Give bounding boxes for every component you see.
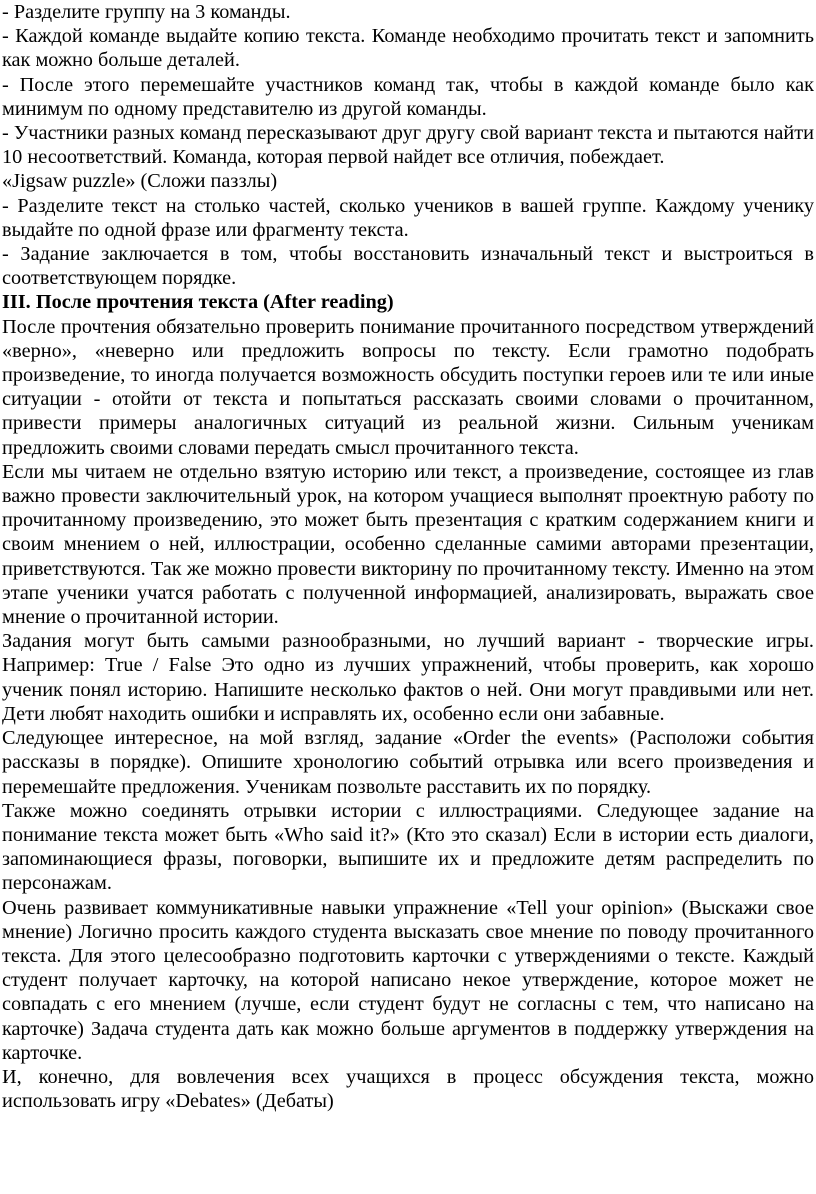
paragraph-who-said-it: Также можно соединять отрывки истории с иллюстрациями. Следующее задание на понимание текста может быть «Who said it?» (Кто это сказал) Если в истории есть диалоги, запоминающиеся фразы, поговорки, выпишите их и предложите детям распределить по персонажам. [2, 799, 814, 895]
paragraph-order-events: Следующее интересное, на мой взгляд, задание «Order the events» (Расположи события рассказы в порядке). Опишите хронологию событий отрывка или всего произведения и перемешайте предложения. Ученикам позвольте расставить их по порядку. [2, 727, 814, 798]
paragraph-retell: - Участники разных команд пересказывают друг другу свой вариант текста и пытаются найти 10 несоответствий. Команда, которая первой найдет все отличия, побеждает. [2, 122, 814, 169]
paragraph-copy-text: - Каждой команде выдайте копию текста. Команде необходимо прочитать текст и запомнить как можно больше деталей. [2, 25, 814, 72]
paragraph-tell-opinion: Очень развивает коммуникативные навыки упражнение «Tell your opinion» (Выскажи свое мнение) Логично просить каждого студента высказать свое мнение по поводу прочитанного текста. Для этого целесообразно подготовить карточки с утверждениями о тексте. Каждый студент получает карточку, на которой написано некое утверждение, которое может не совпадать с его мнением (лучше, если студент будут не согласны с тем, что написано на карточке) Задача студента дать как можно больше аргументов в поддержку утверждения на карточке. [2, 896, 814, 1064]
paragraph-creative-games: Задания могут быть самыми разнообразными, но лучший вариант - творческие игры. Например: True / False Это одно из лучших упражнений, чтобы проверить, как хорошо ученик понял историю. Напишите несколько фактов о ней. Они могут правдивыми или нет. Дети любят находить ошибки и исправлять их, особенно если они забавные. [2, 630, 814, 725]
paragraph-final-lesson: Если мы читаем не отдельно взятую историю или текст, а произведение, состоящее из глав важно провести заключительный урок, на котором учащиеся выполнят проектную работу по прочитанному произведению, это может быть презентация с кратким содержанием книги и своим мнением о ней, иллюстрации, особенно сделанные самими авторами презентации, приветствуются. Так же можно провести викторину по прочитанному тексту. Именно на этом этапе ученики учатся работать с полученной информацией, анализировать, выражать свое мнение о прочитанной истории. [2, 460, 814, 629]
paragraph-mix-teams: - После этого перемешайте участников команд так, чтобы в каждой команде было как минимум по одному представителю из другой команды. [2, 73, 814, 120]
paragraph-after-reading: После прочтения обязательно проверить понимание прочитанного посредством утверждений «верно», «неверно или предложить вопросы по тексту. Если грамотно подобрать произведение, то иногда получается возможность обсудить поступки героев или те или иные ситуации - отойти от текста и попытаться рассказать своими словами о прочитанном, привести примеры аналогичных ситуаций из реальной жизни. Сильным ученикам предложить своими словами передать смысл прочитанного текста. [2, 315, 814, 459]
section-heading: III. После прочтения текста (After reading) [2, 291, 394, 314]
paragraph-restore-order: - Задание заключается в том, чтобы восстановить изначальный текст и выстроиться в соответствующем порядке. [2, 243, 814, 290]
paragraph-split-group: - Разделите группу на 3 команды. [2, 1, 291, 23]
paragraph-jigsaw-title: «Jigsaw puzzle» (Сложи паззлы) [2, 170, 278, 193]
paragraph-debates: И, конечно, для вовлечения всех учащихся в процесс обсуждения текста, можно использовать игру «Debates» (Дебаты) [2, 1065, 814, 1113]
paragraph-split-text: - Разделите текст на столько частей, сколько учеников в вашей группе. Каждому ученику выдайте по одной фразе или фрагменту текста. [2, 194, 814, 241]
